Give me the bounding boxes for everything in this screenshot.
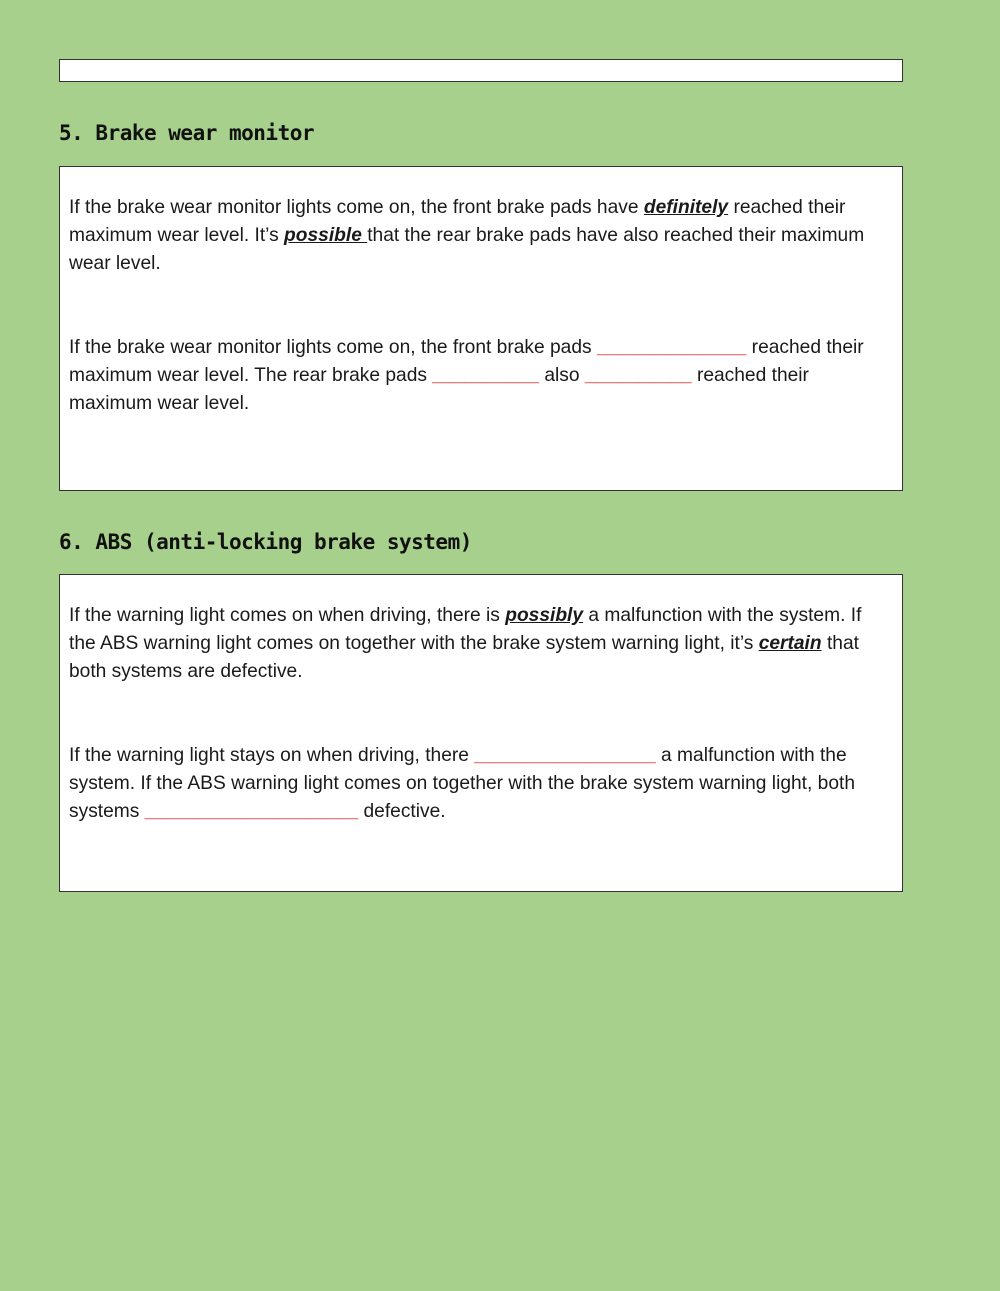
fill-in-blank-2[interactable]: __________ — [432, 365, 540, 386]
keyword-possibly: possibly — [505, 605, 584, 626]
section-6-heading: 6. ABS (anti-locking brake system) — [59, 530, 472, 554]
section-6-example — [69, 602, 893, 686]
fill-in-blank-3[interactable]: __________ — [584, 365, 692, 386]
fill-in-blank-1[interactable]: ______________ — [596, 337, 747, 358]
example-text: that both systems are defective. — [69, 633, 859, 682]
keyword-possible: possible — [284, 225, 368, 246]
spacer — [69, 278, 893, 334]
fill-in-blank-1[interactable]: _________________ — [474, 745, 656, 766]
exercise-text: If the warning light stays on when driving, there — [69, 745, 475, 766]
exercise-text: reached their maximum wear level. The rear brake pads — [69, 337, 864, 386]
section-5-exercise — [69, 334, 893, 418]
exercise-text: also — [539, 365, 585, 386]
example-text: that the rear brake pads have also reached their maximum wear level. — [69, 225, 865, 274]
example-text: If the warning light comes on when driving, there is — [69, 605, 506, 626]
section-5-heading: 5. Brake wear monitor — [59, 121, 315, 145]
example-text: a malfunction with the system. If the ABS warning light comes on together with the brake system warning light, it’s — [69, 605, 862, 654]
section-6-box — [59, 574, 903, 892]
fill-in-blank-2[interactable]: ____________________ — [144, 801, 359, 822]
example-text: reached their maximum wear level. It’s — [69, 197, 846, 246]
spacer — [69, 686, 893, 742]
exercise-text: reached their maximum wear level. — [69, 365, 809, 414]
section-5-box — [59, 166, 903, 491]
section-5-example — [69, 194, 893, 278]
exercise-text: defective. — [358, 801, 446, 822]
example-text: If the brake wear monitor lights come on, the front brake pads have — [69, 197, 644, 218]
keyword-certain: certain — [758, 633, 822, 654]
keyword-definitely: definitely — [643, 197, 729, 218]
exercise-text: If the brake wear monitor lights come on, the front brake pads — [69, 337, 597, 358]
section-6-exercise — [69, 742, 893, 826]
exercise-text: a malfunction with the system. If the ABS warning light comes on together with the brake system warning light, both systems — [69, 745, 856, 822]
top-answer-box — [59, 59, 903, 82]
